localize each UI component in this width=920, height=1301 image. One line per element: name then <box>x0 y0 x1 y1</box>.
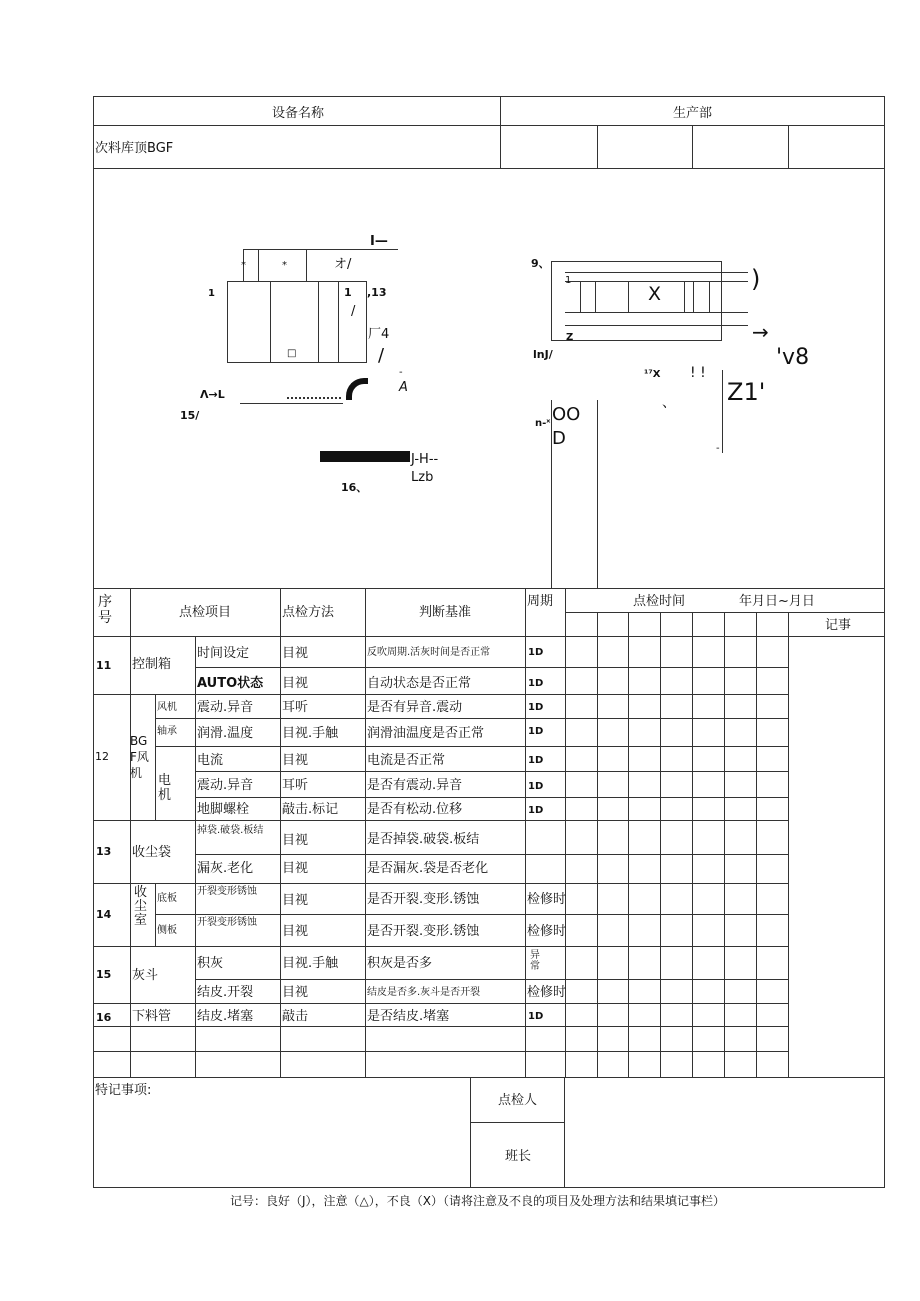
sub-side-plate: 侧板 <box>157 925 177 936</box>
seq-11: 11 <box>96 659 112 672</box>
item-cell: 震动.异音 <box>197 778 254 793</box>
item-cell: 时间设定 <box>197 646 250 661</box>
group-discharge-pipe: 下料管 <box>132 1009 172 1024</box>
method-cell: 耳听 <box>282 778 309 793</box>
remarks-label: 特记事项: <box>95 1083 152 1098</box>
frame-left <box>93 96 94 1188</box>
equipment-name-label: 设备名称 <box>272 106 325 121</box>
method-cell: 目视.手触 <box>282 956 339 971</box>
group-dust-bag: 收尘袋 <box>132 845 172 860</box>
item-cell: 开裂变形锈蚀 <box>197 886 257 897</box>
pipe-bend-icon <box>346 378 368 400</box>
item-cell: 润滑.温度 <box>197 726 254 741</box>
header-notes: 记事 <box>825 618 852 633</box>
seq-16: 16 <box>96 1011 112 1024</box>
cycle-cell: 检修时 <box>527 892 567 907</box>
cycle-cell: 异 常 <box>530 950 540 972</box>
cycle-cell: 1D <box>528 781 544 792</box>
method-cell: 目视 <box>282 985 309 1000</box>
method-cell: 目视 <box>282 861 309 876</box>
cycle-cell: 1D <box>528 805 544 816</box>
cycle-cell: 1D <box>528 702 544 713</box>
item-cell: 积灰 <box>197 956 224 971</box>
seq-12: 12 <box>95 750 109 763</box>
criteria-cell: 结皮是否多.灰斗是否开裂 <box>367 987 481 998</box>
method-cell: 目视 <box>282 753 309 768</box>
cycle-cell: 1D <box>528 726 544 737</box>
legend-note: 记号：良好（J），注意（△），不良（X）（请将注意及不良的项目及处理方法和结果填记事栏） <box>230 1194 725 1208</box>
inspector-label: 点检人 <box>498 1093 538 1108</box>
method-cell: 目视 <box>282 924 309 939</box>
method-cell: 目视 <box>282 676 309 691</box>
fan-drawing <box>551 261 722 341</box>
cycle-cell: 1D <box>528 647 544 658</box>
header-inspect-time: 点检时间 <box>633 594 686 609</box>
method-cell: 耳听 <box>282 700 309 715</box>
equipment-name: 次料库顶BGF <box>95 141 174 156</box>
criteria-cell: 是否结皮.堵塞 <box>367 1009 450 1024</box>
discharge-pipe-bar <box>320 451 410 462</box>
item-cell: 结皮.堵塞 <box>197 1009 254 1024</box>
seq-14: 14 <box>96 908 112 921</box>
criteria-cell: 积灰是否多 <box>367 956 433 971</box>
cycle-cell: 1D <box>528 1011 544 1022</box>
frame-top <box>93 96 885 97</box>
item-cell: 电流 <box>197 753 224 768</box>
criteria-cell: 是否有异音.震动 <box>367 700 463 715</box>
criteria-cell: 是否开裂.变形.锈蚀 <box>367 892 480 907</box>
criteria-cell: 是否掉袋.破袋.板结 <box>367 832 480 847</box>
method-cell: 目视 <box>282 646 309 661</box>
header-date-range: 年月日~月日 <box>739 594 815 609</box>
method-cell: 目视 <box>282 833 309 848</box>
criteria-cell: 是否开裂.变形.锈蚀 <box>367 924 480 939</box>
criteria-cell: 反吹周期.活灰时间是否正常 <box>367 647 491 658</box>
header-criteria: 判断基准 <box>419 605 472 620</box>
group-ash-hopper: 灰斗 <box>132 968 159 983</box>
item-cell: AUTO状态 <box>197 676 264 691</box>
department: 生产部 <box>673 106 713 121</box>
header-cycle: 周期 <box>527 594 554 609</box>
group-dust-chamber: 收 尘 室 <box>134 885 148 928</box>
cycle-cell: 检修时 <box>527 924 567 939</box>
cycle-cell: 1D <box>528 755 544 766</box>
method-cell: 敲击.标记 <box>282 802 339 817</box>
group-bgf-fan: BG F风 机 <box>130 734 149 780</box>
criteria-cell: 是否有震动.异音 <box>367 778 463 793</box>
group-control-box: 控制箱 <box>132 657 172 672</box>
cycle-cell: 1D <box>528 678 544 689</box>
item-cell: 开裂变形锈蚀 <box>197 917 257 928</box>
frame-right <box>884 96 885 1188</box>
item-cell: 掉袋.破袋.板结 <box>197 825 264 836</box>
criteria-cell: 电流是否正常 <box>367 753 446 768</box>
criteria-cell: 自动状态是否正常 <box>367 676 472 691</box>
item-cell: 结皮.开裂 <box>197 985 254 1000</box>
item-cell: 震动.异音 <box>197 700 254 715</box>
item-cell: 漏灰.老化 <box>197 861 254 876</box>
method-cell: 目视 <box>282 893 309 908</box>
seq-13: 13 <box>96 845 112 858</box>
frame-bottom <box>93 1187 885 1188</box>
method-cell: 敲击 <box>282 1009 309 1024</box>
method-cell: 目视.手触 <box>282 726 339 741</box>
criteria-cell: 是否漏灰.袋是否老化 <box>367 861 489 876</box>
sub-bottom-plate: 底板 <box>157 893 177 904</box>
criteria-cell: 是否有松动.位移 <box>367 802 463 817</box>
sub-bearing: 轴承 <box>157 726 177 737</box>
header-item: 点检项目 <box>179 605 232 620</box>
header-seq: 序 号 <box>98 594 112 626</box>
sub-motor: 电 机 <box>158 773 172 803</box>
seq-15: 15 <box>96 968 112 981</box>
cycle-cell: 检修时 <box>527 985 567 1000</box>
sub-fan: 风机 <box>157 702 177 713</box>
header-method: 点检方法 <box>282 605 335 620</box>
item-cell: 地脚螺栓 <box>197 802 250 817</box>
leader-label: 班长 <box>505 1149 532 1164</box>
criteria-cell: 润滑油温度是否正常 <box>367 726 485 741</box>
